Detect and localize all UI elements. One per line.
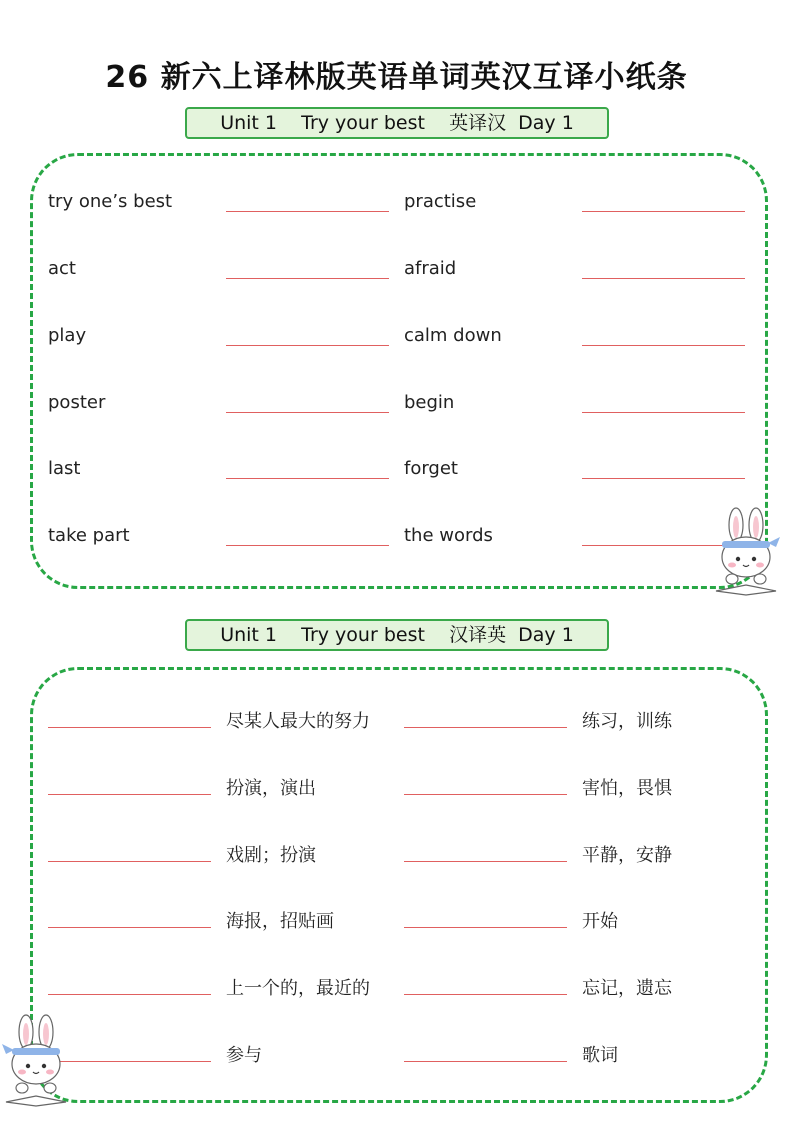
s1-row5-word: last — [48, 458, 81, 479]
bunny-mascot-icon — [710, 505, 782, 597]
s2-row6-meaning: 参与 — [226, 1045, 262, 1066]
s2-row1-meaning-right: 练习，训练 — [582, 711, 672, 732]
s1-row4-word-right: begin — [404, 392, 455, 413]
s1-row1-word-right: practise — [404, 191, 477, 212]
s2-row5-blank[interactable] — [48, 994, 211, 995]
s2-row2-meaning-right: 害怕，畏惧 — [582, 778, 672, 799]
s2-row1-blank-right[interactable] — [404, 727, 567, 728]
s2-row4-meaning: 海报，招贴画 — [226, 911, 334, 932]
s2-row5-meaning-right: 忘记，遗忘 — [582, 978, 672, 999]
s2-row3-meaning: 戏剧；扮演 — [226, 845, 316, 866]
s1-row1-blank[interactable] — [226, 211, 389, 212]
s2-row4-blank[interactable] — [48, 927, 211, 928]
s2-row2-meaning: 扮演，演出 — [226, 778, 316, 799]
s2-row3-meaning-right: 平静，安静 — [582, 845, 672, 866]
bunny-mascot-icon — [2, 1012, 74, 1108]
s2-row6-meaning-right: 歌词 — [582, 1045, 618, 1066]
s2-row2-blank[interactable] — [48, 794, 211, 795]
s2-row5-blank-right[interactable] — [404, 994, 567, 995]
s1-row5-word-right: forget — [404, 458, 458, 479]
s2-row1-blank[interactable] — [48, 727, 211, 728]
s1-row6-word-right: the words — [404, 525, 493, 546]
s1-row1-blank-right[interactable] — [582, 211, 745, 212]
s1-row6-word: take part — [48, 525, 130, 546]
s2-row3-blank-right[interactable] — [404, 861, 567, 862]
s2-row6-blank-right[interactable] — [404, 1061, 567, 1062]
page-title: 26 新六上译林版英语单词英汉互译小纸条 — [105, 60, 688, 95]
s1-row2-blank-right[interactable] — [582, 278, 745, 279]
s1-row5-blank-right[interactable] — [582, 478, 745, 479]
s2-row5-meaning: 上一个的，最近的 — [226, 978, 370, 999]
s1-row3-word: play — [48, 325, 87, 346]
s1-row6-blank[interactable] — [226, 545, 389, 546]
s2-row4-meaning-right: 开始 — [582, 911, 618, 932]
section1-box — [30, 153, 768, 589]
s1-row3-word-right: calm down — [404, 325, 502, 346]
s1-row1-word: try one’s best — [48, 191, 173, 212]
s1-row2-blank[interactable] — [226, 278, 389, 279]
section2-banner: Unit 1 Try your best 汉译英 Day 1 — [185, 619, 609, 651]
s2-row3-blank[interactable] — [48, 861, 211, 862]
section1-banner: Unit 1 Try your best 英译汉 Day 1 — [185, 107, 609, 139]
s1-row3-blank[interactable] — [226, 345, 389, 346]
s1-row4-blank[interactable] — [226, 412, 389, 413]
s2-row1-meaning: 尽某人最大的努力 — [226, 711, 370, 732]
s1-row5-blank[interactable] — [226, 478, 389, 479]
s1-row4-word: poster — [48, 392, 106, 413]
s1-row3-blank-right[interactable] — [582, 345, 745, 346]
s1-row2-word-right: afraid — [404, 258, 457, 279]
s1-row2-word: act — [48, 258, 76, 279]
s1-row4-blank-right[interactable] — [582, 412, 745, 413]
s2-row4-blank-right[interactable] — [404, 927, 567, 928]
s2-row2-blank-right[interactable] — [404, 794, 567, 795]
